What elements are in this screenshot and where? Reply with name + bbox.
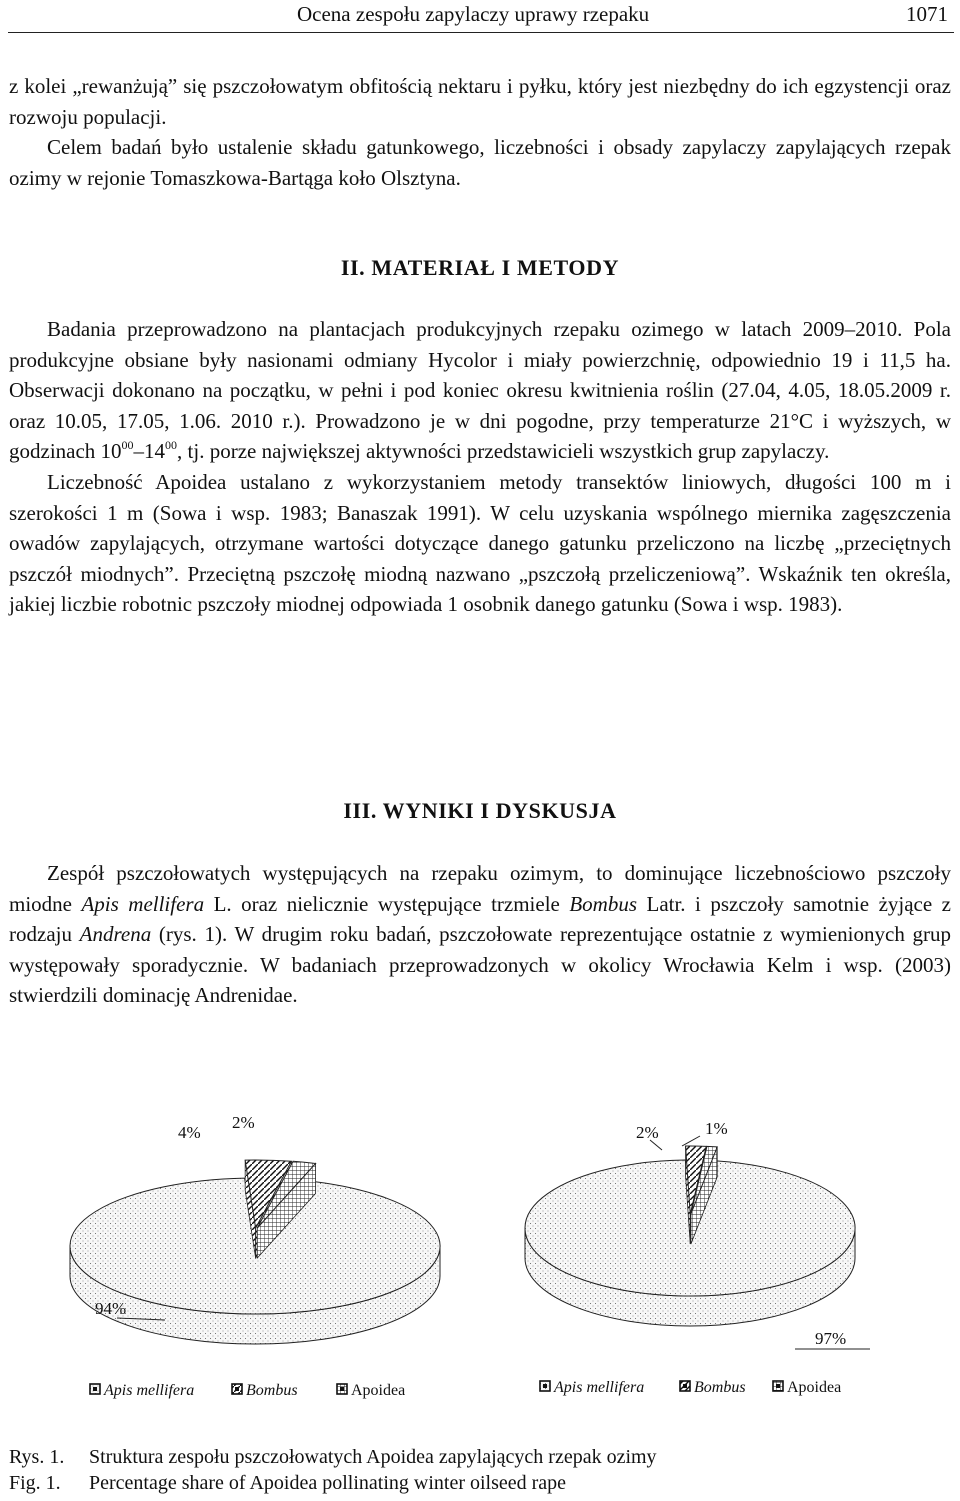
legend-swatch-dot <box>340 1387 344 1391</box>
pie-label-apoidea: 2% <box>232 1113 255 1132</box>
figure-label-pl: Rys. 1. <box>9 1446 65 1468</box>
pie-legend-1 <box>90 1382 405 1399</box>
legend-label-apis-mellifera: Apis mellifera <box>104 1382 195 1399</box>
hour-superscript-1: 00 <box>121 438 134 453</box>
running-header <box>8 0 954 33</box>
results-text-b: L. oraz nielicznie występujące trzmiele <box>204 891 570 916</box>
legend-label-apoidea: Apoidea <box>351 1382 406 1399</box>
results-text-a: Zespół pszczołowatych występujących na rzepaku ozimym, to dominujące liczebnościowo pszczoły miodne <box>9 861 951 916</box>
figure-pie-charts <box>0 1098 960 1438</box>
methods-paragraph-1 <box>9 314 951 467</box>
results-paragraph-1 <box>9 858 951 1011</box>
results-text-c: Latr. i pszczoły samotnie żyjące z rodzaju <box>9 891 951 947</box>
methods-paragraph-2: Liczebność Apoidea ustalano z wykorzystaniem metody transektów liniowych, długości 100 m i szerokości 1 m (Sowa i wsp. 1983; Banaszak 1991). W celu uzyskania wspólnego miernika zagęszczenia owadów zapylających, otrzymane wartości dotyczące danego gatunku przeliczono na liczbę „przeciętnych pszczół miodnych”. Przeciętną pszczołę miodną nazwano „pszczołą przeliczeniową”. Wskaźnik ten określa, jakiej liczbie robotnic pszczoły miodnej odpowiada 1 osobnik danego gatunku (Sowa i wsp. 1983). <box>9 469 951 617</box>
intro-paragraph-2: Celem badań było ustalenie składu gatunkowego, liczebności i obsady zapylaczy zapylających rzepak ozimy w rejonie Tomaszkowa-Bartąga koło Olsztyna. <box>9 135 951 190</box>
pie-chart-1 <box>70 1113 440 1344</box>
results-text <box>9 858 951 1011</box>
intro-text <box>9 71 951 193</box>
page-number: 1071 <box>906 2 948 26</box>
figure-label-en: Fig. 1. <box>9 1472 61 1494</box>
pie-chart-2 <box>525 1119 870 1349</box>
pie-label-apoidea: 1% <box>705 1119 728 1138</box>
pie-label-apis-mellifera: 94% <box>95 1299 127 1318</box>
legend-label-bombus: Bombus <box>694 1379 746 1396</box>
hour-dash: –14 <box>133 439 166 464</box>
figure-caption-pl <box>9 1446 657 1469</box>
legend-swatch-dot <box>776 1384 780 1388</box>
leader-line <box>682 1136 700 1146</box>
figure-caption-pl-text: Struktura zespołu pszczołowatych Apoidea zapylających rzepak ozimy <box>89 1446 657 1468</box>
taxon-bombus: Bombus <box>569 891 638 916</box>
pie-label-apis-mellifera: 97% <box>815 1329 847 1348</box>
methods-text-a: Badania przeprowadzono na plantacjach produkcyjnych rzepaku ozimego w latach 2009–2010. Pola produkcyjne obsiane były nasionami odmiany Hycolor i miały powierzchnię, odpowiednio 19 i 11,5 ha. Obserwacji dokonano na początku, w pełni i pod koniec okresu kwitnienia roślin (27.04, 4.05, 18.05.2009 r. oraz 10.05, 17.05, 1.06. 2010 r.). Prowadzono je w dni pogodne, przy temperaturze 21°C i wyższych, w godzinach 10 <box>9 317 951 464</box>
results-text-d: (rys. 1). W drugim roku badań, pszczołowate reprezentujące ostatnie z wymienionych grup występowały sporadycznie. W badaniach przeprowadzonych w okolicy Wrocławia Kelm i wsp. (2003) stwierdzili dominację Andrenidae. <box>9 922 951 1008</box>
methods-text-b: , tj. porze największej aktywności przedstawicieli wszystkich grup zapylaczy. <box>177 439 830 464</box>
intro-paragraph-1: z kolei „rewanżują” się pszczołowatym obfitością nektaru i pyłku, który jest niezbędny do ich egzystencji oraz rozwoju populacji. <box>9 74 951 129</box>
pie-label-bombus: 2% <box>636 1123 659 1142</box>
pie-legend-2 <box>540 1379 841 1396</box>
legend-swatch-dot <box>235 1387 239 1391</box>
section-heading-results: III. WYNIKI I DYSKUSJA <box>343 798 617 823</box>
taxon-andrena: Andrena <box>79 922 152 947</box>
legend-label-apoidea: Apoidea <box>787 1379 842 1396</box>
taxon-apis: Apis mellifera <box>81 891 205 916</box>
figure-caption-en <box>9 1472 566 1495</box>
section-heading-methods: II. MATERIAŁ I METODY <box>340 255 620 280</box>
figure-caption-en-text: Percentage share of Apoidea pollinating winter oilseed rape <box>89 1472 567 1494</box>
methods-text <box>9 314 951 620</box>
legend-label-bombus: Bombus <box>246 1382 298 1399</box>
legend-swatch-dot <box>683 1384 687 1388</box>
legend-swatch-dot <box>543 1384 547 1388</box>
legend-swatch-dot <box>93 1387 97 1391</box>
pie-label-bombus: 4% <box>178 1123 201 1142</box>
running-title: Ocena zespołu zapylaczy uprawy rzepaku <box>297 2 650 26</box>
legend-label-apis-mellifera: Apis mellifera <box>554 1379 645 1396</box>
hour-superscript-2: 00 <box>165 438 178 453</box>
